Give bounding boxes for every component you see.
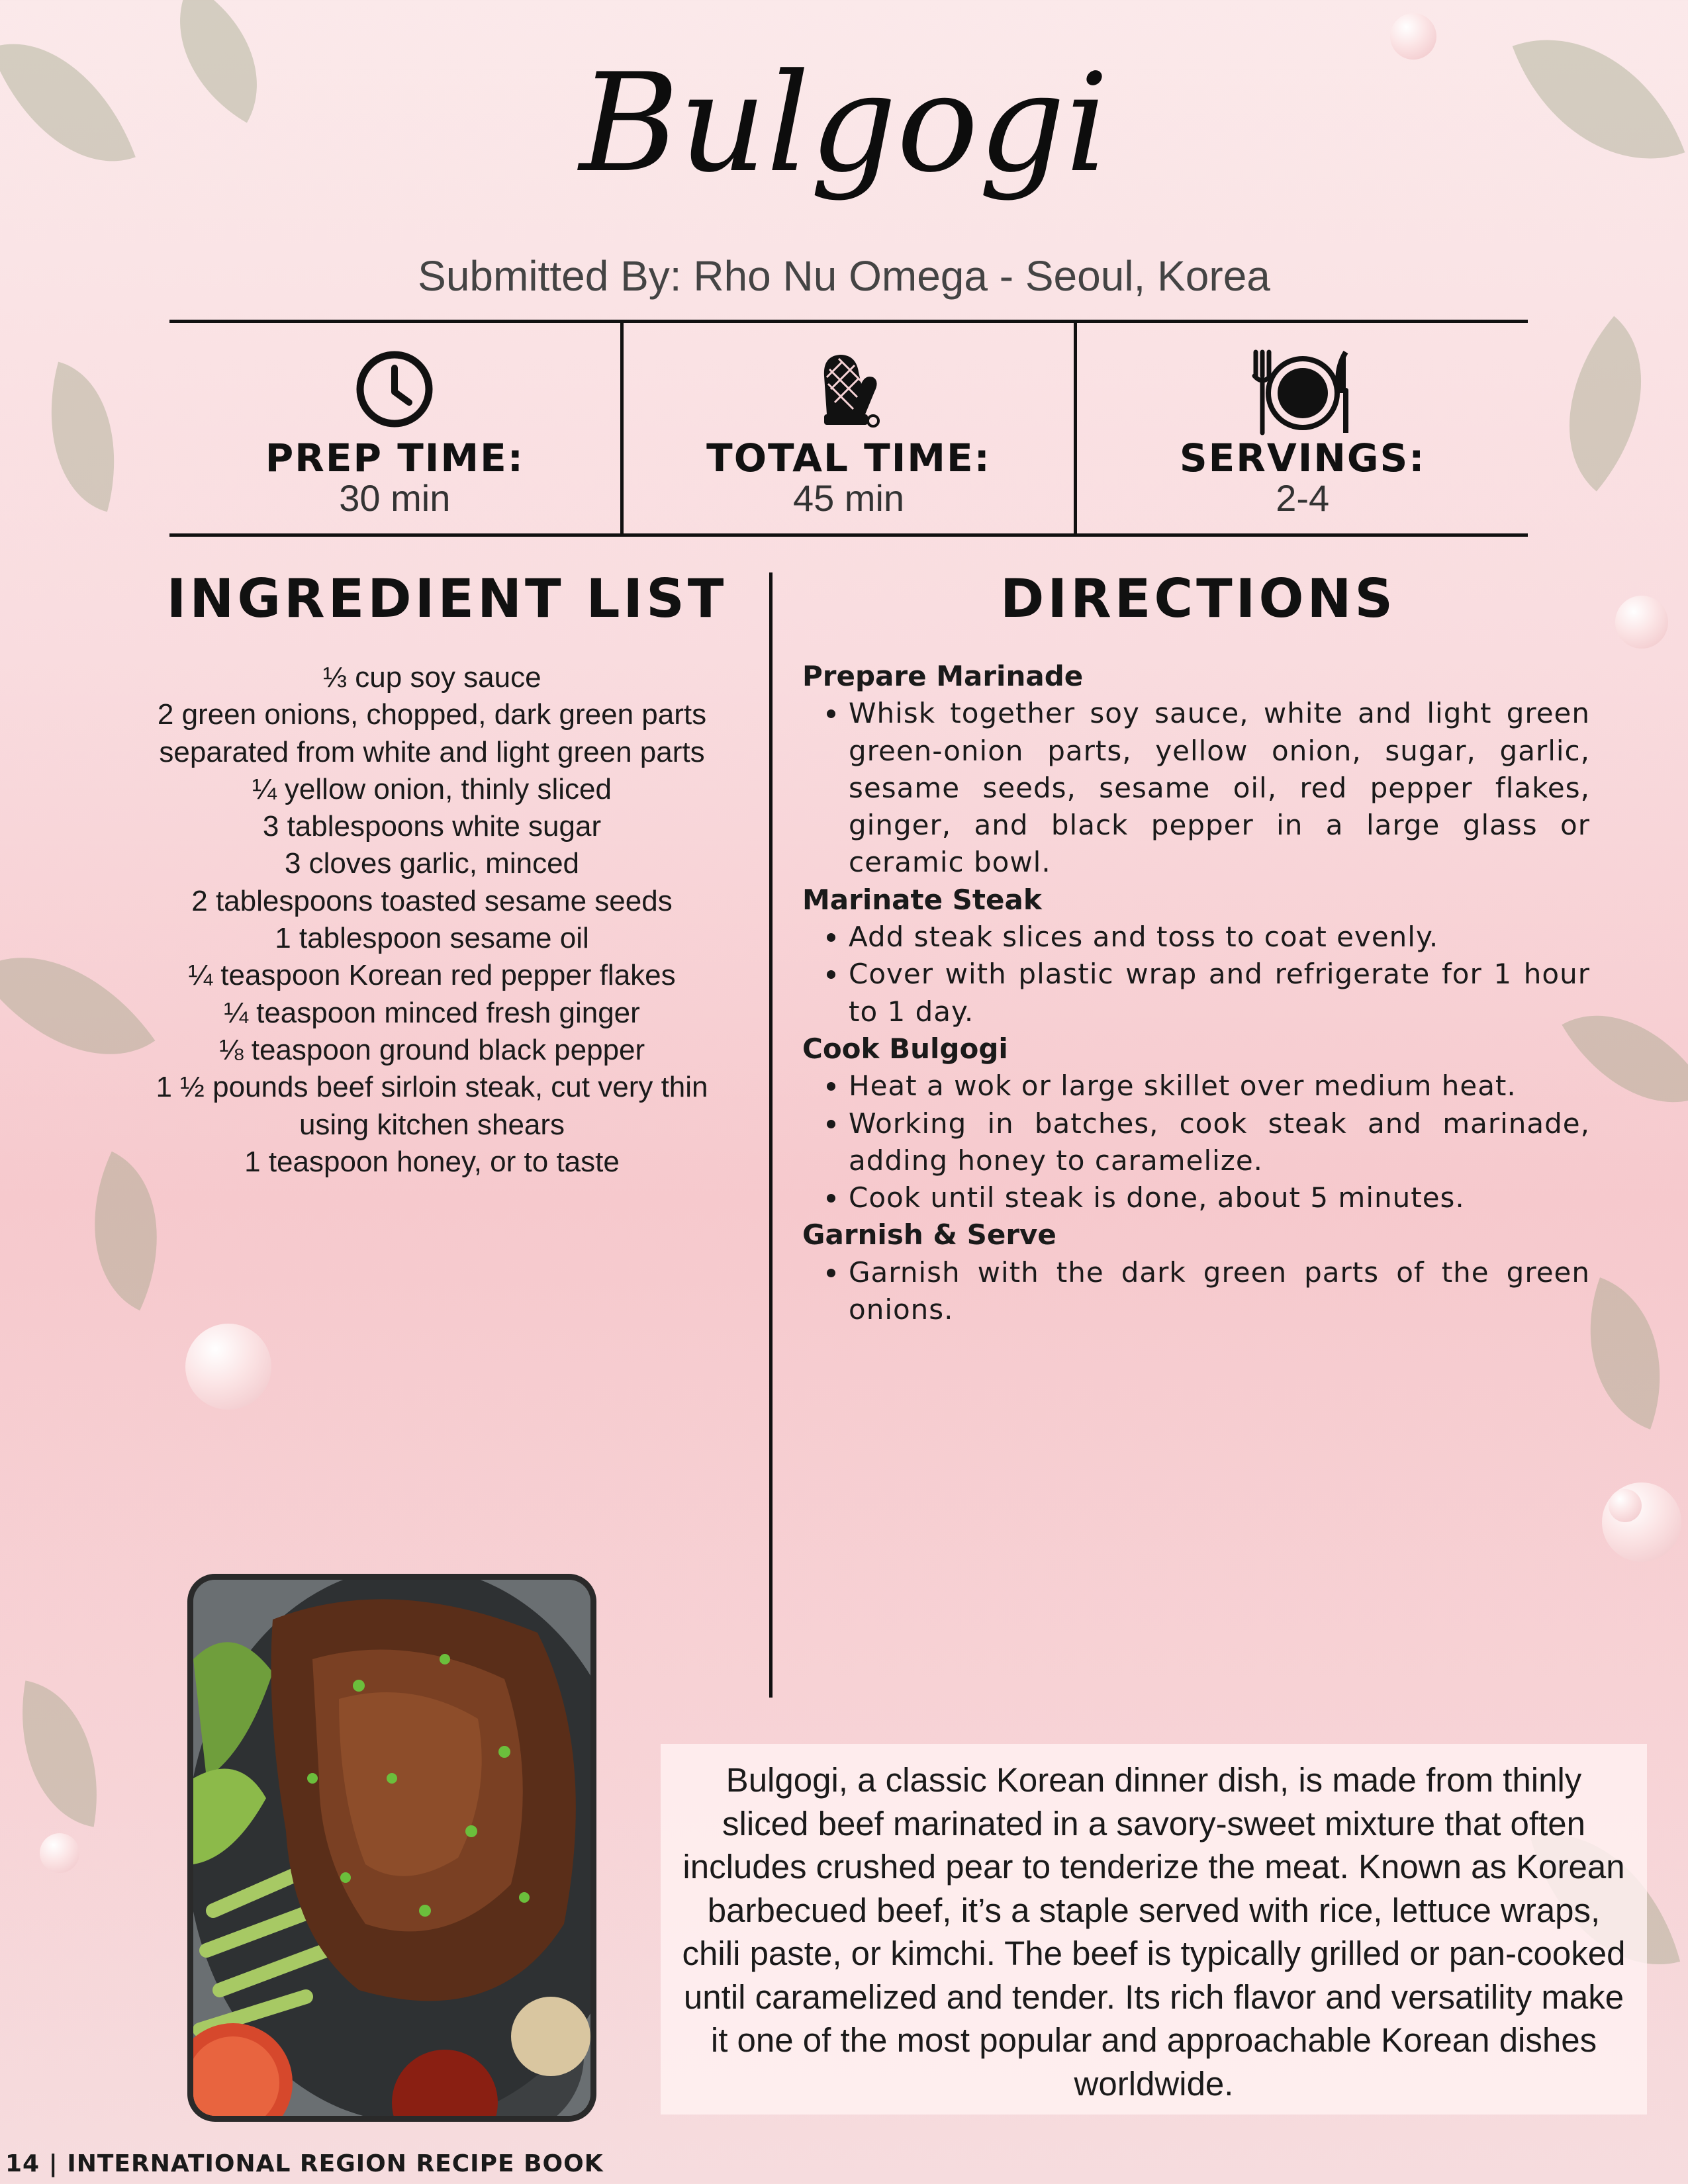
ingredient-list-heading: INGREDIENT LIST — [166, 568, 727, 629]
ingredient-line: using kitchen shears — [299, 1108, 565, 1141]
ingredient-line: 1 tablespoon sesame oil — [275, 922, 589, 955]
direction-section-title: Cook Bulgogi — [802, 1032, 1008, 1065]
pearl-decoration — [185, 1324, 271, 1410]
direction-step: • Working in batches, cook steak and marinade, adding honey to caramelize. — [849, 1105, 1590, 1180]
recipe-description: Bulgogi, a classic Korean dinner dish, is made from thinly sliced beef marinated in a savory-sweet mixture that often includes crushed pear to tenderize the meat. Known as Korean barbecued beef, it’s a staple served with rice, lettuce wraps, chili paste, or kimchi. The beef is typically grilled or pan-cooked until caramelized and tender. Its rich flavor and versatility make it one of the most popular and approachable Korean dishes worldwide. — [682, 1761, 1626, 2103]
recipe-info-bar — [169, 320, 1528, 537]
servings-label: SERVINGS: — [1179, 435, 1426, 480]
column-divider — [769, 572, 773, 1698]
prep-time-label: PREP TIME: — [265, 435, 524, 480]
direction-step: • Add steak slices and toss to coat evenly. — [849, 919, 1590, 956]
total-time-cell — [620, 323, 1074, 533]
pearl-decoration — [1609, 1489, 1642, 1522]
footer-text: 14 | INTERNATIONAL REGION RECIPE BOOK — [5, 2150, 604, 2177]
ingredient-line: 1 ½ pounds beef sirloin steak, cut very thin — [156, 1071, 708, 1104]
pearl-decoration — [1615, 596, 1668, 649]
recipe-title: Bulgogi — [579, 45, 1109, 203]
direction-section-title: Prepare Marinade — [802, 660, 1084, 692]
oven-mitt-icon — [812, 349, 885, 432]
bulgogi-photo — [187, 1574, 596, 2122]
servings-cell — [1074, 323, 1528, 533]
direction-step: • Cook until steak is done, about 5 minutes. — [849, 1179, 1590, 1216]
prep-time-value: 30 min — [339, 477, 451, 519]
servings-value: 2-4 — [1276, 477, 1330, 519]
ingredient-list — [119, 659, 745, 1181]
pearl-decoration — [1602, 1482, 1681, 1562]
prep-time-cell — [169, 323, 620, 533]
total-time-label: TOTAL TIME: — [706, 435, 991, 480]
direction-section-title: Marinate Steak — [802, 883, 1042, 916]
directions-list — [802, 658, 1590, 1328]
leaf-decoration — [3, 1680, 117, 1827]
footer — [0, 2141, 1688, 2184]
ingredient-line: ¼ teaspoon minced fresh ginger — [224, 996, 640, 1029]
description-box — [661, 1744, 1647, 2115]
ingredient-line: ¼ teaspoon Korean red pepper flakes — [188, 959, 676, 992]
leaf-decoration — [1521, 316, 1688, 492]
clock-icon — [355, 349, 434, 432]
leaf-decoration — [24, 362, 141, 512]
direction-steps — [802, 1068, 1590, 1216]
ingredient-line: 3 cloves garlic, minced — [284, 847, 580, 880]
ingredient-line: 2 green onions, chopped, dark green parts — [157, 698, 707, 731]
ingredient-line: ⅓ cup soy sauce — [322, 661, 541, 694]
ingredient-line: ¼ yellow onion, thinly sliced — [252, 772, 612, 805]
submitted-by: Submitted By: Rho Nu Omega - Seoul, Korea — [418, 252, 1270, 300]
ingredient-line: 2 tablespoons toasted sesame seeds — [191, 884, 673, 917]
plate-utensils-icon — [1246, 349, 1359, 438]
ingredient-line: separated from white and light green parts — [159, 735, 705, 768]
total-time-value: 45 min — [792, 477, 905, 519]
direction-step: • Garnish with the dark green parts of the green onions. — [849, 1254, 1590, 1329]
direction-steps — [802, 695, 1590, 881]
direction-step: • Cover with plastic wrap and refrigerate for 1 hour to 1 day. — [849, 956, 1590, 1030]
direction-steps — [802, 919, 1590, 1030]
ingredient-line: 1 teaspoon honey, or to taste — [244, 1145, 620, 1178]
direction-step: • Whisk together soy sauce, white and light green green-onion parts, yellow onion, sugar, garlic, sesame seeds, sesame oil, red pepper flakes, ginger, and black pepper in a large glass or ceramic bowl. — [849, 695, 1590, 881]
direction-step: • Heat a wok or large skillet over medium heat. — [849, 1068, 1590, 1105]
ingredient-line: ⅛ teaspoon ground black pepper — [218, 1033, 645, 1066]
direction-steps — [802, 1254, 1590, 1329]
ingredient-line: 3 tablespoons white sugar — [262, 810, 602, 843]
pearl-decoration — [40, 1833, 79, 1873]
directions-heading: DIRECTIONS — [1000, 568, 1397, 629]
direction-section-title: Garnish & Serve — [802, 1218, 1056, 1251]
